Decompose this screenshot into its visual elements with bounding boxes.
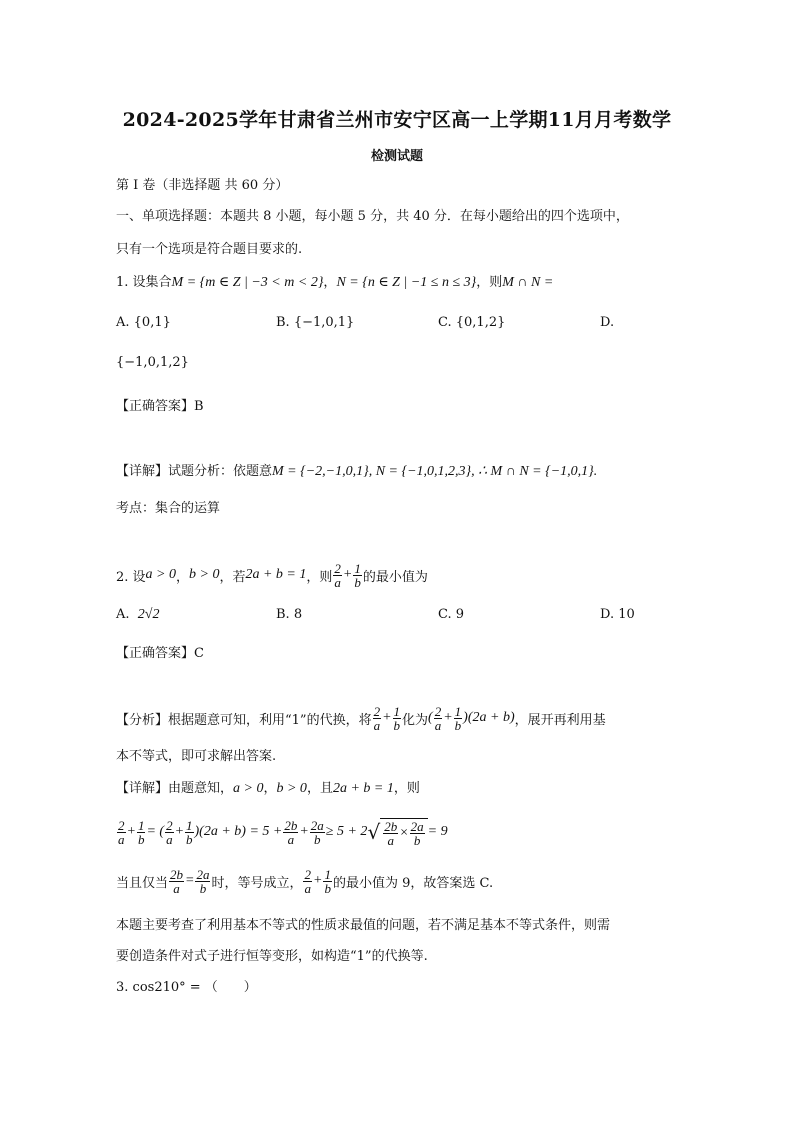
q2-analysis-line-2: 本不等式，即可求解出答案. xyxy=(116,749,277,764)
fraction-1-over-b: $\frac{1}{b}$ xyxy=(454,703,462,733)
q1-then: ，则 xyxy=(476,275,503,290)
q2-analysis-text-d: ，展开再利用基 xyxy=(514,712,606,728)
q2-detail-line xyxy=(116,777,420,797)
q2-fraction-2-over-a: $\frac{2}{a}$ xyxy=(334,560,341,590)
q2-detail-cond-a: a > 0 xyxy=(233,781,264,796)
q1-set-n: N = {n ∈ Z | −1 ≤ n ≤ 3} xyxy=(336,275,477,290)
equation-part-2: )(2a + b) = 5 + xyxy=(194,824,283,839)
equation-part-3: ≥ 5 + 2 xyxy=(325,824,368,839)
q1-kaodian: 考点：集合的运算 xyxy=(116,501,221,516)
plus-sign: + xyxy=(312,873,323,888)
q3-stem: 3. cos210° = （ ） xyxy=(116,980,257,995)
plus-sign: + xyxy=(382,710,392,725)
q2-main-equation xyxy=(116,812,448,852)
q2-detail-text-a: 【详解】由题意知， xyxy=(116,781,234,796)
q2-fraction-1-over-b: $\frac{1}{b}$ xyxy=(354,560,361,590)
fraction-2a-over-b: $\frac{2a}{b}$ xyxy=(410,818,424,848)
q2-option-b: B. 8 xyxy=(276,607,303,622)
q1-option-d-label: D. xyxy=(600,315,615,330)
q1-detail-label: 【详解】试题分析：依题意 xyxy=(116,464,273,479)
q2-summary-line-2: 要创造条件对式子进行恒等变形，如构造“1”的代换等. xyxy=(116,949,428,964)
q2-analysis-text-b: 化为 xyxy=(402,712,429,728)
equation-part-4: = 9 xyxy=(427,824,448,839)
q2-prefix: 2. 设 xyxy=(116,569,146,585)
q2-detail-cond-b: b > 0 xyxy=(276,781,307,796)
times-sign: × xyxy=(399,825,409,841)
fraction-2-over-a: $\frac{2}{a}$ xyxy=(166,817,173,847)
q2-option-a xyxy=(116,607,159,623)
q1-stem xyxy=(116,271,553,291)
plus-sign: + xyxy=(299,824,309,839)
q2-option-a-value: 2√2 xyxy=(137,607,160,622)
q2-ask: 的最小值为 xyxy=(362,569,428,585)
q1-option-d-value: {−1,0,1,2} xyxy=(116,355,189,370)
section-header: 第 I 卷（非选择题 共 60 分） xyxy=(116,178,289,193)
q2-sep-2: ，若 xyxy=(219,569,246,585)
plus-sign: + xyxy=(342,567,353,582)
q2-detail-sep: ， xyxy=(263,781,277,796)
plus-sign: + xyxy=(174,824,185,839)
square-root-content xyxy=(380,818,427,847)
fraction-1-over-b: $\frac{1}{b}$ xyxy=(186,817,193,847)
q1-option-b: B. {−1,0,1} xyxy=(276,315,355,330)
plus-sign: + xyxy=(126,824,136,839)
fraction-2b-over-a: $\frac{2b}{a}$ xyxy=(284,817,298,847)
q2-stem xyxy=(116,558,428,592)
q1-option-c: C. {0,1,2} xyxy=(438,315,506,330)
q1-option-a: A. {0,1} xyxy=(116,315,171,330)
document-subtitle: 检测试题 xyxy=(370,149,423,164)
q2-analysis-text-a: 【分析】根据题意可知，利用“1”的代换，将 xyxy=(116,712,372,728)
q2-then: ，则 xyxy=(306,569,333,585)
q1-detail-math: M = {−2,−1,0,1}, N = {−1,0,1,2,3}, ∴ M ∩ N = {−1,0,1}. xyxy=(272,464,598,479)
fraction-2-over-a: $\frac{2}{a}$ xyxy=(304,866,311,896)
fraction-2b-over-a: $\frac{2b}{a}$ xyxy=(170,866,184,896)
fraction-1-over-b: $\frac{1}{b}$ xyxy=(324,866,331,896)
q2-sep-1: ， xyxy=(176,569,190,585)
q2-equality-condition: 当且仅当 $\frac{2b}{a}$ = $\frac{2a}{b}$ 时，等号成立， $\frac{2}{a}$ + $\frac{1}{b}$ 的最小值为 9，故答案选 C. xyxy=(116,866,494,896)
fraction-2a-over-b: $\frac{2a}{b}$ xyxy=(310,817,324,847)
q2-when-text-a: 当且仅当 xyxy=(116,875,169,891)
radical-sign-icon: √ xyxy=(367,820,381,844)
q2-cond-a: a > 0 xyxy=(145,567,176,582)
fraction-2a-over-b: $\frac{2a}{b}$ xyxy=(196,866,210,896)
fraction-2-over-a: $\frac{2}{a}$ xyxy=(373,703,381,733)
plus-sign: + xyxy=(443,710,453,725)
q2-cond-sum: 2a + b = 1 xyxy=(245,567,307,582)
document-title: 2024-2025学年甘肃省兰州市安宁区高一上学期11月月考数学 xyxy=(122,109,672,131)
q2-answer: 【正确答案】C xyxy=(116,646,204,661)
instructions-line-2: 只有一个选项是符合题目要求的. xyxy=(116,242,303,257)
fraction-2b-over-a: $\frac{2b}{a}$ xyxy=(384,818,398,848)
q2-option-d: D. 10 xyxy=(600,607,635,622)
q2-detail-cond-sum: 2a + b = 1 xyxy=(332,781,394,796)
fraction-2-over-a: $\frac{2}{a}$ xyxy=(434,703,442,733)
q2-analysis-math: (2a + b) xyxy=(467,710,515,725)
q1-answer: 【正确答案】B xyxy=(116,399,204,414)
q2-option-a-label: A. xyxy=(116,607,130,622)
q1-ask: M ∩ N = xyxy=(502,275,554,290)
q2-option-c: C. 9 xyxy=(438,607,465,622)
q2-summary-line-1: 本题主要考查了利用基本不等式的性质求最值的问题，若不满足基本不等式条件，则需 xyxy=(116,918,611,933)
q2-when-text-b: 时，等号成立， xyxy=(211,875,303,891)
q1-detail xyxy=(116,460,597,480)
q2-detail-and: ，且 xyxy=(306,781,333,796)
q1-prefix: 1. 设集合 xyxy=(116,275,172,290)
q1-set-m: M = {m ∈ Z | −3 < m < 2} xyxy=(171,275,324,290)
fraction-1-over-b: $\frac{1}{b}$ xyxy=(137,817,145,847)
q1-comma: ， xyxy=(323,275,337,290)
q2-detail-then: ，则 xyxy=(393,781,420,796)
q2-when-text-c: 的最小值为 9，故答案选 C. xyxy=(332,875,494,891)
fraction-2-over-a: $\frac{2}{a}$ xyxy=(118,817,125,847)
equation-part-1: = ( xyxy=(146,824,165,839)
instructions-line-1: 一、单项选择题：本题共 8 小题，每小题 5 分，共 40 分．在每小题给出的四个选项中， xyxy=(116,209,629,224)
q2-cond-b: b > 0 xyxy=(189,567,220,582)
q2-analysis-line-1: 【分析】根据题意可知，利用“1”的代换，将 $\frac{2}{a}$ + $\frac{1}{b}$ 化为 ( $\frac{2}{a}$ + $\frac{1}{b}$ ) (2a + b) ，展开再利用基 xyxy=(116,703,606,733)
fraction-1-over-b: $\frac{1}{b}$ xyxy=(393,703,401,733)
